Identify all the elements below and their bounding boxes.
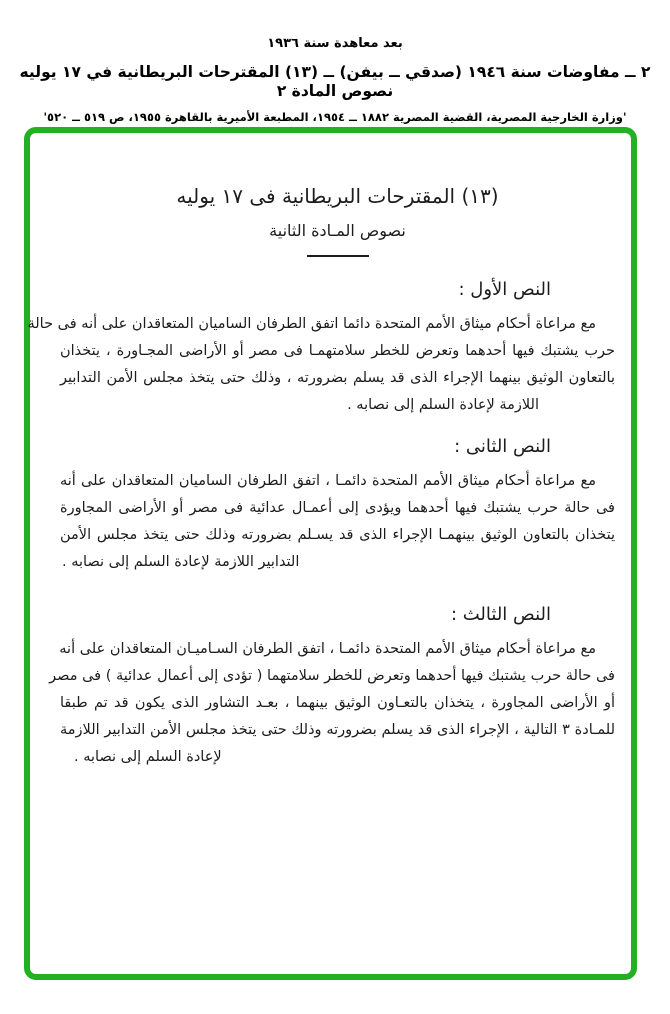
paragraph-line: مع مراعاة أحكام ميثاق الأمم المتحدة دائمـا ، اتفق الطرفان السـاميـان المتعاقدان على أنه	[59, 641, 596, 657]
title-divider	[307, 255, 369, 257]
section-1-heading: النص الأول :	[458, 279, 551, 300]
header-title-line: ٢ ــ مفاوضات سنة ١٩٤٦ (صدقي ــ بيفن) ــ (١٣) المقترحات البريطانية في ١٧ يوليه نصوص المادة ٢	[19, 63, 651, 100]
paragraph-line: اللازمة لإعادة السلم إلى نصابه .	[347, 397, 539, 413]
page-header	[0, 0, 670, 125]
section-2-paragraph	[60, 468, 615, 576]
paragraph-line: يتخذان بالتعاون الوثيق بينهمـا الإجراء الذى قد يسـلم بضرورته وذلك حتى يتخذ مجلس الأمن	[60, 527, 615, 543]
header-source-line: 'وزارة الخارجية المصرية، القضية المصرية ١٨٨٢ ــ ١٩٥٤، المطبعة الأميرية بالقاهرة ١٩٥٥، ص ٥١٩ ــ ٥٢٠'	[43, 110, 627, 124]
doc-subtitle: نصوص المـادة الثانية	[269, 221, 406, 240]
paragraph-line: حرب يشتبك فيها أحدهما وتعرض للخطر سلامتهمـا فى مصر أو الأراضى المجـاورة ، يتخذان	[60, 343, 615, 359]
section-3-heading: النص الثالث :	[450, 604, 551, 625]
paragraph-line: لإعادة السلم إلى نصابه .	[74, 749, 222, 765]
paragraph-line: للمـادة ٣ التالية ، الإجراء الذى قد يسلم بضرورته وذلك حتى يتخذ مجلس الأمن التدابير اللازمة	[60, 722, 615, 738]
scanned-document	[27, 133, 631, 974]
paragraph-line: فى حالة حرب يشتبك فيها أحدهما وتعرض للخطر سلامتهما ( تؤدى إلى أعمال عدائية ) فى مصر	[49, 668, 615, 684]
doc-title: (١٣) المقترحات البريطانية فى ١٧ يوليه	[176, 184, 499, 208]
highlight-box	[24, 127, 637, 980]
paragraph-line: مع مراعاة أحكام ميثاق الأمم المتحدة دائمـا ، اتفق الطرفان الساميان المتعاقدان على أنه	[60, 473, 596, 489]
header-context-line: بعد معاهدة سنة ١٩٣٦	[267, 36, 403, 51]
paragraph-line: فى حالة حرب يشتبك فيها أحدهما ويؤدى إلى أعمـال عدائية فى مصر أو الأراضى المجاورة	[60, 500, 615, 516]
paragraph-line: بالتعاون الوثيق بينهما الإجراء الذى قد يسلم بضرورته ، وذلك حتى يتخذ مجلس الأمن التدابير	[60, 370, 615, 386]
section-3-paragraph	[49, 636, 615, 771]
section-2-heading: النص الثانى :	[454, 436, 551, 457]
paragraph-line: أو الأراضى المجاورة ، يتخذان بالتعـاون الوثيق بينهما ، بعـد التشاور الذى يكون قد تم طبقا	[60, 695, 615, 711]
section-1-paragraph	[27, 311, 615, 419]
paragraph-line: مع مراعاة أحكام ميثاق الأمم المتحدة دائما اتفق الطرفان الساميان المتعاقدان على أنه فى حالة	[27, 316, 596, 332]
paragraph-line: التدابير اللازمة لإعادة السلم إلى نصابه .	[62, 554, 300, 570]
